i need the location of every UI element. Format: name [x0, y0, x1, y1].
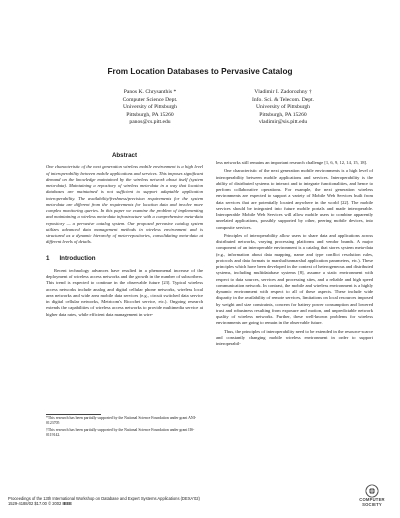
- author-block-1: [80, 89, 220, 127]
- footnote: †This research has been partially supported by the National Science Foundation under grant IIS-0119142.: [46, 427, 195, 437]
- copyright-line: [8, 501, 200, 506]
- page-footer: [8, 496, 200, 507]
- author-org: University of Pittsburgh: [256, 104, 310, 111]
- author-city: Pittsburgh, PA 15260: [259, 111, 307, 118]
- footnote: *This research has been partially supported by the National Science Foundation under grant ANI-0123705: [46, 416, 197, 426]
- left-column: [46, 153, 203, 320]
- author-email: vladimir@sis.pitt.edu: [258, 119, 308, 126]
- author-name: Vladimir I. Zadorozhny †: [254, 89, 312, 95]
- footnote-divider: [46, 414, 101, 415]
- footnotes: [46, 416, 203, 439]
- copyright-ieee: IEEE: [62, 501, 72, 507]
- publisher-name-line-1: COMPUTER: [359, 497, 385, 502]
- author-org: University of Pittsburgh: [123, 104, 177, 111]
- body-paragraph: Recent technology advances have resulted in a phenomenal increase of the deployment of wireless access networks and the growth in the number of subscribers. This trend is expected to continue in the observable future [23]. Typical wireless access networks include analog and digital cellular phone networks, wireless local area networks and wide area mobile data services (e.g., circuit switched data service in digital cellular networks, Metricom's Ricochet service, etc.). Ongoing research extends the capabilities of wireless access networks to provide multimedia service at higher data rates, while efficient data management in wire-: [46, 267, 203, 317]
- publisher-name-line-2: SOCIETY: [362, 501, 382, 507]
- section-title: Introduction: [59, 254, 96, 262]
- proceedings-line: Proceedings of the 13th International Workshop on Database and Expert Systems Applications (DEXA'02): [8, 496, 200, 501]
- body-paragraph: One characteristic of the next generation mobile environments is a high level of interoperability between mobile applications and services. Interoperability is the ability of distributed systems to interact and to integrate functionalities, and hence to perform collaborative operations. For example, the next generation wireless environments are expected to support a variety of Mobile Web Services built from data services that are potentially located anywhere in the world [22]. The mobile services should be integrated into future mobile portals and made interoperable. Interoperable Mobile Web Services will allow mobile users to combine apparently unrelated applications, possibly supported by other, peering mobile devices, into composite services.: [216, 168, 373, 230]
- body-paragraph: less networks still remains an important research challenge [1, 6, 9, 12, 14, 15, 18].: [216, 160, 368, 165]
- paper-title: From Location Databases to Pervasive Catalog: [107, 67, 293, 76]
- abstract-text: One characteristic of the next generation wireless mobile environment is a high level of interoperability between mobile applications and services. This imposes significant demand on the knowledge maintained by the wireless network about itself (system meta-data). Maintaining a repository of wireless meta-data in a way that location databases are maintained is not sufficient to support adaptable application interoperability. The availability/freshness/precision requirements for the system meta-data are different from the requirements for location data and involve more complex monitoring queries. In this paper we examine the problem of implementing and maintaining a wireless meta-data infrastructure with a comprehensive meta-data repository — a pervasive catalog system. Our proposed pervasive catalog system utilizes advanced data management methods in wireless environment and is structured as a dynamic hierarchy of meta-repositories, consolidating meta-data at different levels of details.: [46, 164, 203, 245]
- right-column: [216, 160, 373, 349]
- body-paragraph: Principles of interoperability allow users to share data and applications across distributed networks, varying processing platforms and vendor brands. A major component of an interoperable environment is a catalog that stores system meta-data (e.g., information about data mapping, name and type conflict resolution rules, protocols and data formats to marshal/unmarshal application parameters, etc.). These principles which have been developed in the context of heterogeneous and distributed systems, including multidatabase systems [8], assume a static environment with respect to data sources, services and processing sites, and a reliable and high speed communication network. In contrast, the mobile and wireless environment is a highly dynamic environment with respect to all of these aspects. These include wide disparity in the availability of remote services, limitations on local resources imposed by weight and size constraints, concern for battery power consumption and lowered trust and robustness resulting from exposure and motion, and unpredictable network quality of wireless networks. Further, these well-known problems for wireless environments are going to remain in the observable future.: [216, 232, 373, 326]
- section-number: 1: [46, 254, 50, 262]
- author-city: Pittsburgh, PA 15260: [126, 111, 174, 118]
- publisher-logo: [352, 484, 392, 507]
- author-name: Panos K. Chrysanthis *: [123, 89, 177, 95]
- body-paragraph: Thus, the principles of interoperability need to be extended in the resource-scarce and constantly changing mobile wireless environment in order to support interoperabil-: [216, 328, 373, 346]
- section-heading: [46, 256, 203, 262]
- author-block-2: [213, 89, 353, 127]
- author-dept: Computer Science Dept.: [122, 96, 178, 103]
- ieee-computer-society-logo-icon: [364, 484, 380, 498]
- author-email: panos@cs.pitt.edu: [129, 119, 171, 126]
- author-dept: Info. Sci. & Telecom. Dept.: [252, 96, 314, 103]
- abstract-heading: Abstract: [111, 152, 138, 159]
- copyright-text: 1529-4188/02 $17.00 © 2002: [8, 501, 63, 507]
